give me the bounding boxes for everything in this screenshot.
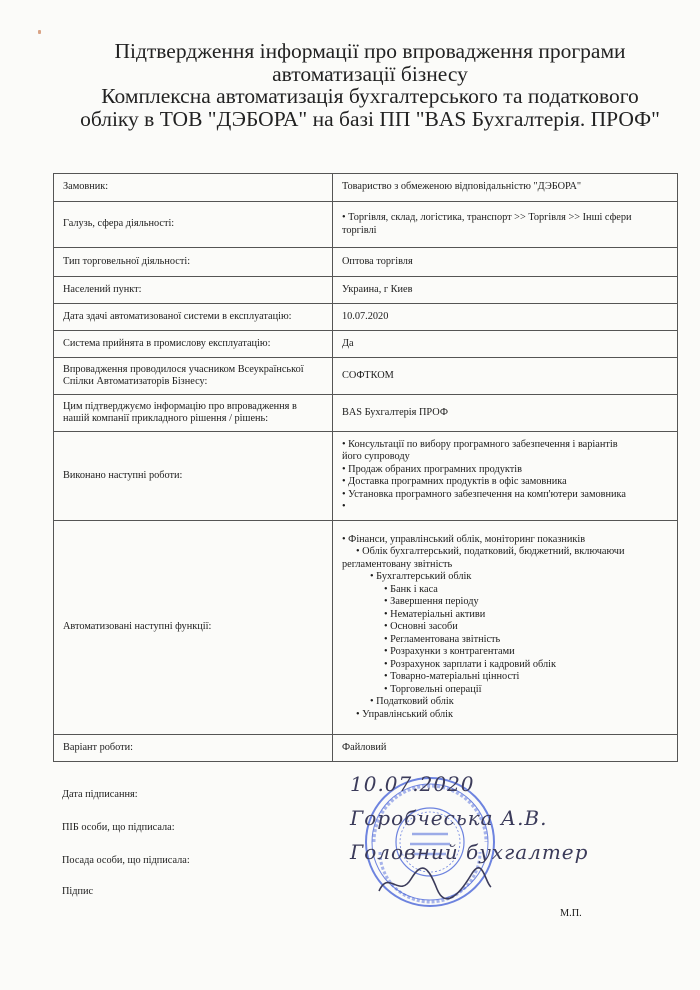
row-solution bbox=[54, 395, 678, 432]
list-item: • Фінанси, управлінський облік, моніторинг показників bbox=[342, 533, 586, 545]
row-customer bbox=[54, 174, 678, 202]
list-item: • Доставка програмних продуктів в офіс замовника bbox=[342, 476, 567, 487]
handwritten-date: 10.07.2020 bbox=[350, 772, 475, 796]
list-item: • Розрахунки з контрагентами bbox=[384, 646, 515, 658]
row-variant bbox=[54, 735, 678, 762]
trade-type-label: Тип торговельної діяльності: bbox=[54, 248, 333, 277]
customer-value: Товариство з обмеженою відповідальністю "ДЭБОРА" bbox=[333, 174, 678, 202]
variant-label: Варіант роботи: bbox=[54, 735, 333, 762]
solution-value: BAS Бухгалтерія ПРОФ bbox=[333, 395, 678, 432]
signing-date-label: Дата підписання: bbox=[62, 789, 138, 800]
list-item: • Товарно-матеріальні цінності bbox=[384, 671, 520, 683]
list-item: • Податковий облік bbox=[370, 696, 454, 708]
list-item: • Продаж обраних програмних продуктів bbox=[342, 463, 522, 475]
functions-value bbox=[333, 521, 678, 735]
list-item: • Облік бухгалтерський, податковий, бюджетний, включаючи bbox=[356, 546, 625, 558]
list-item: • Бухгалтерський облік bbox=[370, 571, 472, 583]
row-functions bbox=[54, 521, 678, 735]
accepted-value: Да bbox=[333, 331, 678, 358]
industry-label: Галузь, сфера діяльності: bbox=[54, 202, 333, 248]
list-item: • Управлінський облік bbox=[356, 708, 454, 720]
row-implemented-by bbox=[54, 358, 678, 395]
signature-label: Підпис bbox=[62, 886, 94, 897]
title-line-2: автоматизації бізнесу bbox=[272, 61, 468, 86]
signature-scribble-icon bbox=[375, 865, 495, 901]
launch-date-value: 10.07.2020 bbox=[333, 304, 678, 331]
list-item: • Регламентована звітність bbox=[384, 633, 501, 645]
city-value: Украина, г Киев bbox=[333, 277, 678, 304]
row-city bbox=[54, 277, 678, 304]
launch-date-label: Дата здачі автоматизованої системи в експлуатацію: bbox=[54, 304, 333, 331]
functions-label: Автоматизовані наступні функції: bbox=[54, 521, 333, 735]
list-item: • Консультації по вибору програмного забезпечення і варіантів bbox=[342, 438, 618, 450]
row-trade-type bbox=[54, 248, 678, 277]
works-list bbox=[342, 439, 668, 514]
paper-stain bbox=[38, 30, 41, 34]
stamp-place-label: М.П. bbox=[560, 908, 582, 919]
city-label: Населений пункт: bbox=[54, 277, 333, 304]
row-works bbox=[54, 432, 678, 521]
handwritten-name: Горобчеська А.В. bbox=[350, 806, 548, 830]
implemented-by-label: Впровадження проводилося учасником Всеукраїнської Спілки Автоматизаторів Бізнесу: bbox=[54, 358, 333, 395]
list-item: • Нематеріальні активи bbox=[384, 608, 486, 620]
list-item: • bbox=[342, 501, 346, 512]
works-label: Виконано наступні роботи: bbox=[54, 432, 333, 521]
list-item: • Установка програмного забезпечення на комп'ютери замовника bbox=[342, 488, 626, 500]
handwritten-position: Головний бухгалтер bbox=[350, 840, 589, 864]
list-item: • Завершення періоду bbox=[384, 596, 479, 608]
list-item: • Основні засоби bbox=[384, 621, 458, 633]
variant-value: Файловий bbox=[333, 735, 678, 762]
accepted-label: Система прийнята в промислову експлуатацію: bbox=[54, 331, 333, 358]
list-item: • Банк і каса bbox=[384, 583, 438, 595]
implemented-by-value: СОФТКОМ bbox=[333, 358, 678, 395]
list-item: регламентовану звітність bbox=[342, 558, 453, 570]
functions-list bbox=[342, 534, 668, 722]
solution-label: Цим підтверджуємо інформацію про впровадження в нашій компанії прикладного рішення / рішень: bbox=[54, 395, 333, 432]
title-line-3: Комплексна автоматизація бухгалтерського та податкового bbox=[101, 84, 639, 108]
title-line-4: обліку в ТОВ "ДЭБОРА" на базі ПП "BAS Бухгалтерія. ПРОФ" bbox=[80, 106, 660, 131]
list-item: • Торговельні операції bbox=[384, 683, 482, 695]
trade-type-value: Оптова торгівля bbox=[333, 248, 678, 277]
document-title bbox=[40, 40, 700, 130]
row-launch-date bbox=[54, 304, 678, 331]
row-accepted bbox=[54, 331, 678, 358]
row-industry bbox=[54, 202, 678, 248]
signer-position-label: Посада особи, що підписала: bbox=[62, 855, 190, 866]
works-value bbox=[333, 432, 678, 521]
industry-value: • Торгівля, склад, логістика, транспорт >> Торгівля >> Інші сфери торгівлі bbox=[333, 202, 678, 248]
list-item: • Розрахунок зарплати і кадровий облік bbox=[384, 658, 557, 670]
info-table bbox=[53, 173, 678, 762]
list-item: його супроводу bbox=[342, 451, 410, 462]
customer-label: Замовник: bbox=[54, 174, 333, 202]
signer-name-label: ПІБ особи, що підписала: bbox=[62, 822, 175, 833]
title-line-1: Підтвердження інформації про впровадження програми bbox=[114, 39, 626, 63]
